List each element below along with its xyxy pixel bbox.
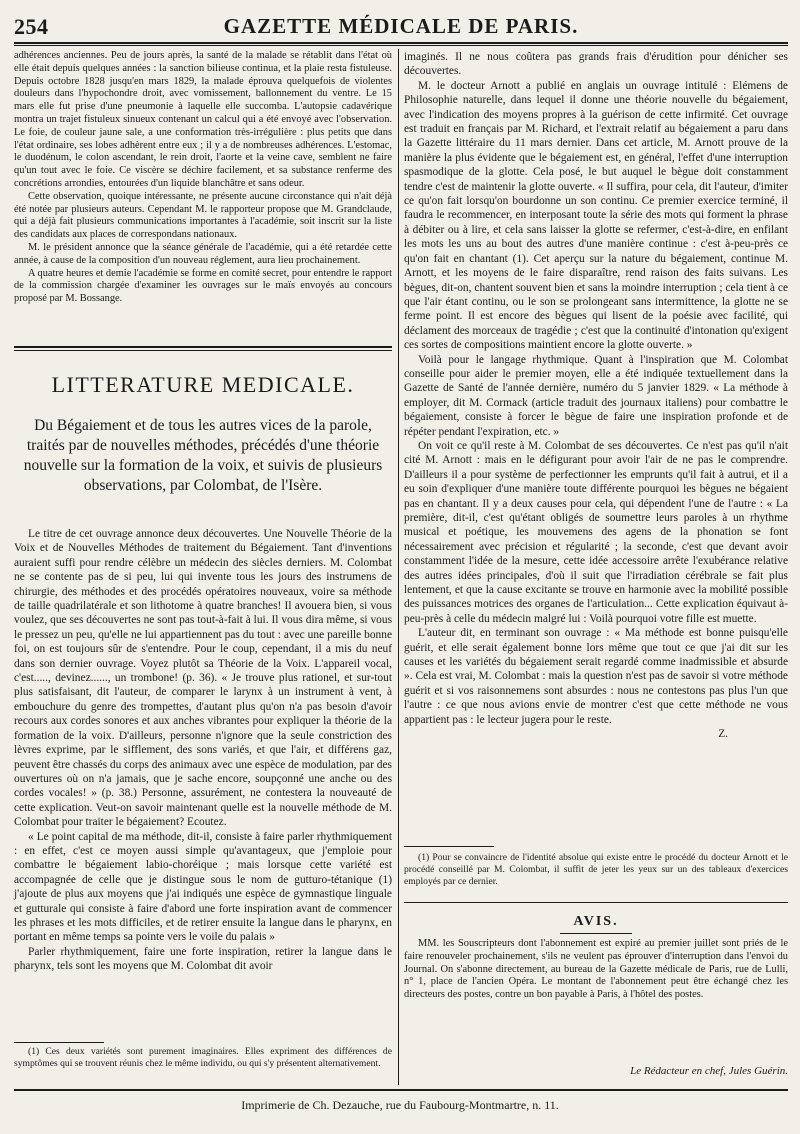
gazette-title: GAZETTE MÉDICALE DE PARIS. bbox=[223, 14, 579, 38]
section-rule bbox=[14, 346, 392, 348]
avis-text bbox=[404, 938, 788, 1002]
header-rule-thin bbox=[14, 45, 788, 46]
paragraph: L'auteur dit, en terminant son ouvrage : « Ma méthode est bonne puisqu'elle guérit, et elle serait également bonne lors même que tout ce que j'ai dit sur les causes et les variétés du bégaiement serait regardé comme inadmissible et absurde ». Cela est vrai, M. Colombat : mais la question n'est pas de savoir si votre méthode guérit et si vos raisonnemens sont absurdes : nous ne contestons pas plus l'un que l'autre : ce que nous avions envie de montrer c'est que cette méthode ne vous appartient pas : le lecteur jugera pour le reste. bbox=[404, 627, 788, 726]
paragraph: M. le président annonce que la séance générale de l'académie, qui a été retardée cette année, à cause de la composition d'un nouveau réglement, aura lieu prochainement. bbox=[14, 241, 392, 266]
paragraph: M. le docteur Arnott a publié en anglais un ouvrage intitulé : Elémens de Philosophie naturelle, dans lequel il donne une théorie nouvelle du bégaiement, avec l'indication des moyens propres à la guérison de cette infirmité. Cet ouvrage est traduit en français par M. Richard, et l'extrait relatif au bégaiement a paru dans la Gazette littéraire du 11 mars dernier. Dans cet article, M. Arnott prouve de la manière la plus évidente que le bégaiement est, en général, l'effet d'une interruption spasmodique de la glotte. Cela posé, le but auquel le bègue doit constamment tendre c'est de maintenir la glotte ouverte. « Il suffira, pour cela, dit l'auteur, d'imiter ce qu'on fait lorsqu'on bourdonne un son continu. Ce premier exercice terminé, il faudra le recommencer, en interposant toute la série des mots qui forment la phrase à débiter ou à lire, et cela sans laisser la glotte se refermer, c'est-à-dire, en enfilant les mots les uns au bout des autres d'une manière continue : c'est à-peu-près ce qu'on fait en chantant (1). Cet aperçu sur la nature du bégaiement, continue M. Arnott, et les moyens de le faire disparaître, rend raison des faits suivans. Les bègues, dit-on, chantent souvent bien et sans la moindre interruption ; cela tient à ce que l'air étant continu, ou le son se prolongeant sans intermittence, la glotte ne se ferme point. Il est encore des bègues qui lisent de la poésie avec facilité, qui déclament des morceaux de tragédie ; c'est que la continuité d'intonation qu'exigent ces sortes de compositions maintient encore la glotte ouverte. » bbox=[404, 79, 788, 352]
footnote-left bbox=[14, 1046, 392, 1070]
paragraph: adhérences anciennes. Peu de jours après, la santé de la malade se rétablit dans l'état où elle était depuis quelques années : la sanction bilieuse continua, et la plaie resta fistuleuse. Depuis octobre 1828 jusqu'en mars 1829, la malade éprouva quelquefois de violentes douleurs dans l'hypochondre droit, avec vomissement, ballonnement du ventre. Le 15 mars elle fut prise d'une pneumonie à laquelle elle succomba. L'autopsie cadavérique montra un trajet fistuleux sinueux contenant un calcul qui a été envoyé avec l'observation. Le foie, de couleur jaune sale, a une conformation très-irrégulière : plus petits que dans l'état ordinaire, ses lobes adhèrent entre eux ; il y a de nombreuses adhérences. L'estomac, le duodénum, le colon ascendant, le rein droit, l'aorte et la veine cave, semblent ne faire qu'un tout avec le foie. Ce viscère se déchire facilement, et sa substance renferme des concrétions arrondies, entourées d'un liquide blanchâtre et sans odeur. bbox=[14, 50, 392, 189]
editor-signature: Le Rédacteur en chef, Jules Guérin. bbox=[630, 1065, 788, 1077]
section-rule-thin bbox=[14, 350, 392, 351]
bottom-rule bbox=[14, 1089, 788, 1091]
footnote-rule bbox=[404, 846, 494, 847]
footnote-right bbox=[404, 852, 788, 888]
paragraph: Cette observation, quoique intéressante, ne présente aucune circonstance qui n'ait déjà été notée par plusieurs auteurs. Cependant M. le rapporteur propose que M. Grandclaude, qui a déjà fait plusieurs communications importantes à l'académie, soit inscrit sur la liste des candidats aux places de correspondans nationaux. bbox=[14, 190, 392, 241]
paragraph: Voilà pour le langage rhythmique. Quant à l'inspiration que M. Colombat conseille pour aider le premier moyen, elle a été indiquée textuellement dans la Gazette de Santé de l'année dernière, numéro du 5 janvier 1829. « La méthode à employer, dit M. Cormack (article traduit des journaux italiens) pour combattre le bégaiement, consiste à forcer le bègue de faire une inspiration profonde et de répéter pendant l'expiration, etc. » bbox=[404, 353, 788, 438]
section-title: LITTERATURE MEDICALE. bbox=[51, 372, 355, 397]
paragraph: A quatre heures et demie l'académie se forme en comité secret, pour entendre le rapport de la commission chargée d'examiner les ouvrages sur le maïs envoyés au concours proposé par M. Bossange. bbox=[14, 267, 392, 305]
paragraph: imaginés. Il ne nous coûtera pas grands frais d'érudition pour dénicher ses découvertes. bbox=[404, 51, 788, 78]
paragraph: Le titre de cet ouvrage annonce deux découvertes. Une Nouvelle Théorie de la Voix et de Nouvelles Méthodes de traitement du Bégaiement. Tant d'inventions auraient suffi pour rendre célèbre un médecin des siècles derniers. M. Colombat ne se contente pas de si peu, lui qui invente tous les jours des instrumens de chirurgie, des méthodes et des procédés opératoires nouveaux, voire sa méthode de taille quadrilatérale et son lithotome à quatre branches! Il avouera bien, si vous voulez, que ses découvertes ne sont pas tout-à-fait à lui. Il vous dira même, si vous le pressez un peu, qu'elle ne lui appartiennent pas du tout : avec une pareille bonne foi, on est toujours sûr de s'entendre. Pour le coup, cependant, il a mis du neuf dans son dernier ouvrage. Voyez plutôt sa Théorie de la Voix. L'appareil vocal, c'est....., devinez......, un trombone! (p. 36). « Je trouve plus rationel, et sur-tout plus satisfaisant, dit l'auteur, de comparer le larynx à un instrument à vent, à embouchure du genre des trompettes, d'autant plus qu'on n'a pas besoin d'avoir recours aux cordes sonores et aux anches vibrantes pour expliquer la théorie de la formation de la voix. D'ailleurs, personne n'ignore que la seule constriction des lèvres exprime, par le sifflement, des sons variés, et que l'air, et différens gaz, peuvent être chassés du corps des animaux avec une espèce de modulation, par des ouvertures où on n'a jamais, que je sache encore, soupçonné une anche ou des cordes vocales! » (p. 38.) Personne, assurément, ne contestera la nouveauté de cette explication. Veut-on savoir maintenant quelle est la nouvelle méthode de M. Colombat pour traiter le bégaiement? Ecoutez. bbox=[14, 528, 392, 829]
column-divider bbox=[398, 49, 399, 1085]
academy-report-text bbox=[14, 50, 392, 306]
avis-title: AVIS. bbox=[573, 914, 619, 929]
paragraph: On voit ce qu'il reste à M. Colombat de ses découvertes. Ce n'est pas qu'il n'ait cité M. Arnott : mais en le défigurant pour avoir l'air de ne pas le comprendre. D'ailleurs il a pour système de perfectionner les emprunts qu'il fait à autrui, et il a eu soin d'expliquer d'une manière toute différente pourquoi les bègues ne bégaient pas en chantant. Il y a deux causes pour cela, qui dépendent l'une de l'autre : « La première, dit-il, c'est qu'étant obligés de soumettre leurs paroles à un rhythme musical et poétique, les mouvemens des agens de la phonation se font nécessairement avec précision et régularité ; la seconde, c'est que devant avoir constamment l'idée de la mesure, cette idée accessoire arrête l'exubérance relative des autres idées principales, d'où il suit que l'irradiation cérébrale se fait plus lentement, et que la cause excitante se trouve en harmonie avec la mobilité possible des puissances motrices des organes de l'articulation... Cette explication équivaut à-peu-près à celle du médecin malgré lui : Voilà pourquoi votre fille est muette. bbox=[404, 439, 788, 625]
paragraph: Parler rhythmiquement, faire une forte inspiration, retirer la langue dans le pharynx, tels sont les moyens que M. Colombat dit avoir bbox=[14, 945, 392, 973]
imprint-line: Imprimerie de Ch. Dezauche, rue du Faubourg-Montmartre, n. 11. bbox=[241, 1098, 559, 1112]
header-rule bbox=[14, 42, 788, 44]
footnote-text: (1) Ces deux variétés sont purement imaginaires. Elles expriment des différences de symptômes qui se trouvent réunis chez le même individu, ou qui s'y présentent alternativement. bbox=[14, 1046, 392, 1069]
page-number: 254 bbox=[14, 14, 49, 39]
footnote-text: (1) Pour se convaincre de l'identité absolue qui existe entre le procédé du docteur Arnott et le procédé conseillé par M. Colombat, il suffit de jeter les yeux sur un des tableaux d'exercices employés par ce dernier. bbox=[404, 852, 788, 887]
paragraph: « Le point capital de ma méthode, dit-il, consiste à faire parler rhythmiquement : en effet, c'est ce moyen aussi simple qu'avantageux, que j'emploie pour combattre le bégaiement labio-choréique ; mais lorsque cette variété est accompagnée de celle que je distingue sous le nom de gutturo-tétanique (1) j'ajoute de plus aux moyens que j'ai indiqués une espèce de gymnastique linguale et gutturale qui consiste à faire d'abord une forte inspiration avant de commencer les phrases et les mots difficiles, et de retirer ensuite la langue dans le pharynx, en portant en même temps sa pointe vers le voile du palais » bbox=[14, 830, 392, 944]
page-header bbox=[14, 14, 788, 44]
paragraph: MM. les Souscripteurs dont l'abonnement est expiré au premier juillet sont priés de le faire renouveler prochainement, s'ils ne veulent pas éprouver d'interruption dans l'envoi du Journal. On s'abonne directement, au bureau de la Gazette médicale de Paris, rue de Lulli, n° 1, place de l'ancien Opéra. Le montant de l'abonnement peut être échangé chez les directeurs des postes, contre un bon payable à Paris, à l'hôtel des postes. bbox=[404, 938, 788, 1001]
article-signature: Z. bbox=[718, 728, 728, 741]
article-text-right bbox=[404, 50, 788, 742]
article-text-left bbox=[14, 527, 392, 974]
avis-underline bbox=[560, 933, 632, 934]
article-subtitle: Du Bégaiement et de tous les autres vices de la parole, traités par de nouvelles méthodes, précédés d'une théorie nouvelle sur la formation de la voix, et suivis de plusieurs observations, par Colombat, de l'Isère. bbox=[23, 417, 383, 494]
footnote-rule bbox=[14, 1042, 104, 1043]
avis-rule bbox=[404, 902, 788, 903]
